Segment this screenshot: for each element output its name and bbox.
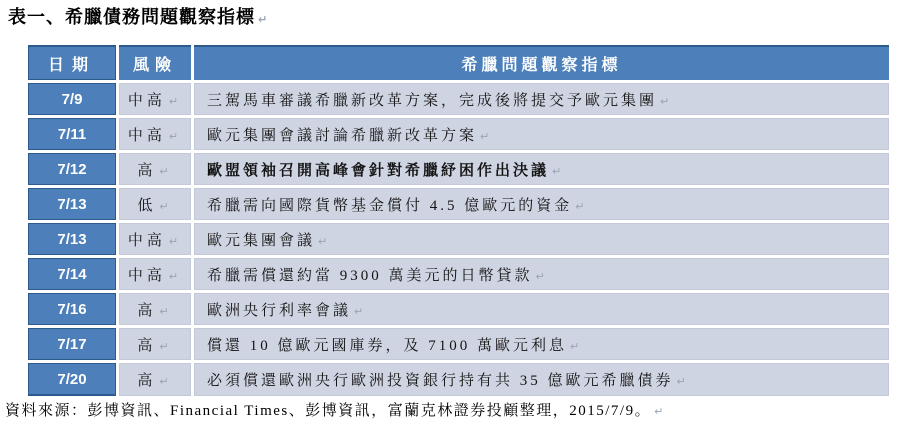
source-note-text: 資料來源：彭博資訊、Financial Times、彭博資訊，富蘭克林證券投顧整理，2015/7/9。 [5, 403, 652, 419]
paragraph-mark-icon: ↵ [258, 13, 269, 26]
date-cell: 7/11 [28, 118, 116, 150]
risk-cell: 中高 ↵ [119, 83, 191, 115]
paragraph-mark-icon: ↵ [535, 269, 548, 283]
table-row [28, 83, 889, 115]
header-risk: 風險 [119, 45, 191, 80]
paragraph-mark-icon: ↵ [168, 269, 183, 283]
paragraph-mark-icon: ↵ [318, 234, 331, 248]
header-indicator: 希臘問題觀察指標 [194, 45, 889, 80]
paragraph-mark-icon: ↵ [654, 405, 665, 418]
table-row [28, 118, 889, 150]
indicator-cell: 必須償還歐洲央行歐洲投資銀行持有共 35 億歐元希臘債券 ↵ [194, 363, 889, 396]
paragraph-mark-icon: ↵ [480, 129, 493, 143]
paragraph-mark-icon: ↵ [660, 94, 673, 108]
table-row [28, 188, 889, 220]
risk-cell: 中高 ↵ [119, 258, 191, 290]
paragraph-mark-icon: ↵ [570, 339, 583, 353]
paragraph-mark-icon: ↵ [168, 129, 183, 143]
indicator-cell: 歐盟領袖召開高峰會針對希臘紓困作出決議 ↵ [194, 153, 889, 185]
date-cell: 7/13 [28, 188, 116, 220]
indicator-cell: 希臘需向國際貨幣基金償付 4.5 億歐元的資金 ↵ [194, 188, 889, 220]
greece-debt-indicator-table [25, 42, 892, 399]
date-cell: 7/14 [28, 258, 116, 290]
paragraph-mark-icon: ↵ [159, 339, 173, 353]
date-cell: 7/12 [28, 153, 116, 185]
indicator-cell: 償還 10 億歐元國庫券，及 7100 萬歐元利息 ↵ [194, 328, 889, 360]
risk-cell: 高 ↵ [119, 293, 191, 325]
paragraph-mark-icon: ↵ [575, 199, 588, 213]
date-cell: 7/17 [28, 328, 116, 360]
table-row [28, 153, 889, 185]
date-cell: 7/16 [28, 293, 116, 325]
indicator-cell: 歐元集團會議 ↵ [194, 223, 889, 255]
source-note [5, 399, 665, 420]
paragraph-mark-icon: ↵ [168, 94, 183, 108]
risk-cell: 中高 ↵ [119, 223, 191, 255]
paragraph-mark-icon: ↵ [159, 375, 173, 388]
table-row [28, 258, 889, 290]
date-cell: 7/20 [28, 363, 116, 396]
table-row [28, 293, 889, 325]
risk-cell: 高 ↵ [119, 363, 191, 396]
indicator-cell: 三駕馬車審議希臘新改革方案，完成後將提交予歐元集團 ↵ [194, 83, 889, 115]
risk-cell: 高 ↵ [119, 328, 191, 360]
indicator-cell: 歐洲央行利率會議 ↵ [194, 293, 889, 325]
risk-cell: 低 ↵ [119, 188, 191, 220]
indicator-cell: 歐元集團會議討論希臘新改革方案 ↵ [194, 118, 889, 150]
page-title-text: 表一、希臘債務問題觀察指標 [8, 7, 255, 27]
date-cell: 7/13 [28, 223, 116, 255]
page-title [8, 3, 268, 29]
paragraph-mark-icon: ↵ [552, 164, 565, 178]
table-row [28, 328, 889, 360]
paragraph-mark-icon: ↵ [676, 375, 689, 388]
paragraph-mark-icon: ↵ [159, 199, 173, 213]
table-header-row [28, 45, 889, 80]
risk-cell: 高 ↵ [119, 153, 191, 185]
date-cell: 7/9 [28, 83, 116, 115]
paragraph-mark-icon: ↵ [159, 304, 173, 318]
paragraph-mark-icon: ↵ [168, 234, 183, 248]
table-row [28, 223, 889, 255]
indicator-cell: 希臘需償還約當 9300 萬美元的日幣貸款 ↵ [194, 258, 889, 290]
paragraph-mark-icon: ↵ [354, 304, 367, 318]
header-date: 日期 [28, 45, 116, 80]
risk-cell: 中高 ↵ [119, 118, 191, 150]
paragraph-mark-icon: ↵ [159, 164, 173, 178]
table-row [28, 363, 889, 396]
